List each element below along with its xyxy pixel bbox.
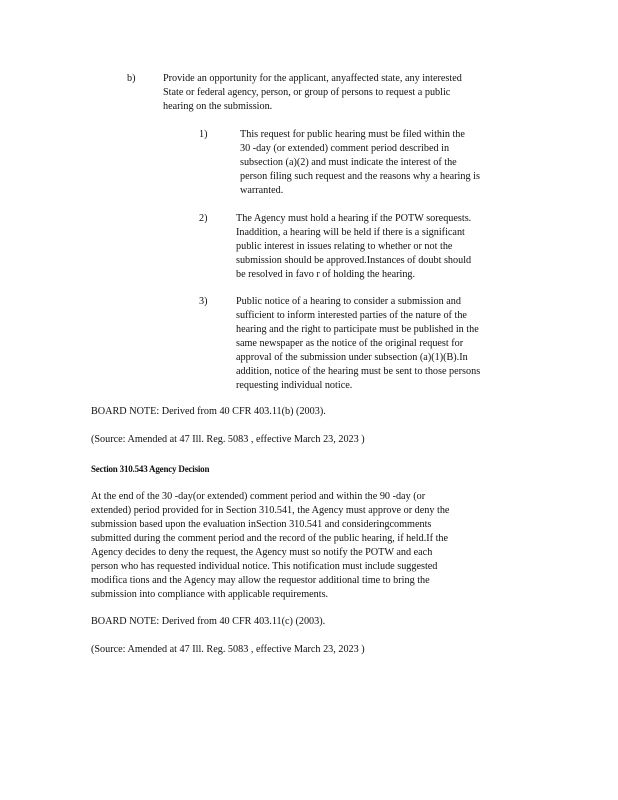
text-line: submission into compliance with applicable requirements. (91, 589, 329, 600)
text-line: submission should be approved.Instances of doubt should (236, 255, 472, 266)
source-note: (Source: Amended at 47 Ill. Reg. 5083 , effective March 23, 2023 ) (91, 644, 365, 655)
text-line: sufficient to inform interested parties of the nature of the (236, 310, 467, 321)
text-line: This request for public hearing must be filed within the (240, 129, 465, 140)
text-line: Inaddition, a hearing will be held if there is a significant (236, 227, 465, 238)
text-line: subsection (a)(2) and must indicate the interest of the (240, 157, 457, 168)
source-note: (Source: Amended at 47 Ill. Reg. 5083 , effective March 23, 2023 ) (91, 434, 365, 445)
text-line: public interest in issues relating to whether or not the (236, 241, 453, 252)
decision-paragraph (91, 490, 449, 602)
text-line: be resolved in favo r of holding the hearing. (236, 269, 416, 280)
text-line: submission based upon the evaluation inSection 310.541 and consideringcomments (91, 519, 432, 530)
text-line: person filing such request and the reasons why a hearing is (240, 171, 480, 182)
sub-item-1-marker: 1) (199, 129, 208, 140)
text-line: submitted during the comment period and the record of the public hearing, if held.If the (91, 533, 449, 544)
text-line: State or federal agency, person, or group of persons to request a public (163, 87, 451, 98)
text-line: Public notice of a hearing to consider a submission and (236, 296, 461, 307)
sub-item-3-marker: 3) (199, 296, 208, 307)
board-note: BOARD NOTE: Derived from 40 CFR 403.11(c) (2003). (91, 616, 326, 627)
text-line: same newspaper as the notice of the original request for (236, 338, 464, 349)
sub-item-3-text (236, 295, 480, 393)
text-line: Provide an opportunity for the applicant, anyaffected state, any interested (163, 73, 462, 84)
text-line: addition, notice of the hearing must be sent to those persons (236, 366, 481, 377)
sub-item-2-text (236, 212, 471, 282)
text-line: warranted. (240, 185, 284, 196)
item-b-marker: b) (127, 73, 136, 84)
text-line: modifica tions and the Agency may allow the requestor additional time to bring the (91, 575, 430, 586)
text-line: The Agency must hold a hearing if the POTW sorequests. (236, 213, 472, 224)
text-line: requesting individual notice. (236, 380, 353, 391)
text-line: At the end of the 30 -day(or extended) comment period and within the 90 -day (or (91, 491, 426, 502)
text-line: approval of the submission under subsection (a)(1)(B).In (236, 352, 468, 363)
text-line: hearing and the right to participate must be published in the (236, 324, 479, 335)
sub-item-1-text (240, 128, 480, 198)
text-line: hearing on the submission. (163, 101, 273, 112)
text-line: 30 -day (or extended) comment period described in (240, 143, 450, 154)
section-heading: Section 310.543 Agency Decision (91, 464, 210, 474)
board-note: BOARD NOTE: Derived from 40 CFR 403.11(b) (2003). (91, 406, 326, 417)
text-line: extended) period provided for in Section 310.541, the Agency must approve or deny the (91, 505, 450, 516)
text-line: Agency decides to deny the request, the Agency must so notify the POTW and each (91, 547, 433, 558)
text-line: person who has requested individual notice. This notification must include suggested (91, 561, 438, 572)
item-b-text (163, 72, 523, 114)
sub-item-2-marker: 2) (199, 213, 208, 224)
